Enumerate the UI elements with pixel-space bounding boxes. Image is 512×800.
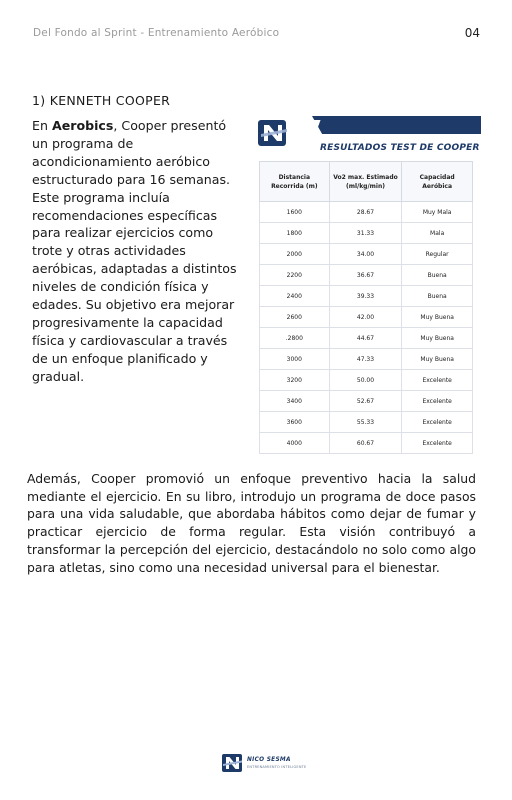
table-header-row: [260, 162, 473, 202]
cell-vo2: 36.67: [329, 265, 402, 286]
footer-brand: NICO SESMA: [247, 757, 291, 763]
cell-vo2: 28.67: [329, 202, 402, 223]
section-title: 1) KENNETH COOPER: [32, 93, 171, 108]
cell-distance: 2400: [260, 286, 330, 307]
table-row: [260, 391, 473, 412]
cell-capacity: Muy Buena: [402, 349, 473, 370]
table-row: [260, 433, 473, 454]
table-row: [260, 412, 473, 433]
table-row: [260, 265, 473, 286]
cell-vo2: 52.67: [329, 391, 402, 412]
cell-vo2: 39.33: [329, 286, 402, 307]
table-row: [260, 307, 473, 328]
table-row: [260, 244, 473, 265]
cell-distance: 1800: [260, 223, 330, 244]
cell-capacity: Excelente: [402, 370, 473, 391]
cell-distance: .2800: [260, 328, 330, 349]
cell-vo2: 55.33: [329, 412, 402, 433]
table-row: [260, 370, 473, 391]
table-row: [260, 223, 473, 244]
cooper-results-table: [259, 161, 473, 454]
cell-capacity: Regular: [402, 244, 473, 265]
cell-capacity: Excelente: [402, 433, 473, 454]
cell-vo2: 60.67: [329, 433, 402, 454]
column-header-vo2: Vo2 max. Estimado (ml/kg/min): [329, 162, 402, 202]
cell-capacity: Mala: [402, 223, 473, 244]
book-title: Aerobics: [51, 118, 114, 133]
column-header-distance: Distancia Recorrida (m): [260, 162, 330, 202]
cell-vo2: 31.33: [329, 223, 402, 244]
running-header: Del Fondo al Sprint - Entrenamiento Aeróbico: [33, 27, 280, 39]
nico-sesma-logo-icon: [220, 752, 294, 774]
cell-capacity: Muy Mala: [402, 202, 473, 223]
cell-distance: 2000: [260, 244, 330, 265]
cell-vo2: 42.00: [329, 307, 402, 328]
cell-distance: 1600: [260, 202, 330, 223]
cell-vo2: 34.00: [329, 244, 402, 265]
page-number: 04: [464, 26, 480, 40]
cell-capacity: Buena: [402, 286, 473, 307]
cell-distance: 3200: [260, 370, 330, 391]
nico-sesma-logo-icon: [256, 117, 292, 149]
cell-distance: 3000: [260, 349, 330, 370]
cell-capacity: Muy Buena: [402, 328, 473, 349]
intro-lead: En: [32, 118, 52, 133]
cell-distance: 4000: [260, 433, 330, 454]
cell-distance: 3400: [260, 391, 330, 412]
body-paragraph: Además, Cooper promovió un enfoque preventivo hacia la salud mediante el ejercicio. En su libro, introdujo un programa de doce pasos para una vida saludable, que abordaba hábitos como dejar de fumar y practicar ejercicio de forma regular. Esta visión contribuyó a transformar la percepción del ejercicio, destacándolo no solo como algo para atletas, sino como una necesidad universal para el bienestar.: [27, 471, 476, 575]
intro-rest: , Cooper presentó un programa de acondicionamiento aeróbico estructurado para 16 semanas. Este programa incluía recomendaciones específicas para realizar ejercicios como trote y otras actividades aeróbicas, adaptadas a distintos niveles de condición física y edades. Su objetivo era mejorar progresivamente la capacidad física y cardiovascular a través de un enfoque planificado y gradual.: [32, 118, 237, 384]
cell-capacity: Buena: [402, 265, 473, 286]
figure-band-dark: [312, 116, 481, 134]
cell-capacity: Muy Buena: [402, 307, 473, 328]
figure-title: RESULTADOS TEST DE COOPER: [320, 143, 480, 153]
table-row: [260, 202, 473, 223]
cell-distance: 2600: [260, 307, 330, 328]
column-header-capacity: Capacidad Aeróbica: [402, 162, 473, 202]
cell-capacity: Excelente: [402, 391, 473, 412]
cell-vo2: 50.00: [329, 370, 402, 391]
table-row: [260, 328, 473, 349]
cell-vo2: 44.67: [329, 328, 402, 349]
cell-distance: 3600: [260, 412, 330, 433]
cooper-figure: [252, 116, 481, 462]
table-row: [260, 286, 473, 307]
cell-capacity: Excelente: [402, 412, 473, 433]
table-row: [260, 349, 473, 370]
footer-tagline: ENTRENAMIENTO INTELIGENTE: [247, 765, 307, 769]
cell-vo2: 47.33: [329, 349, 402, 370]
intro-paragraph: [32, 117, 244, 386]
cell-distance: 2200: [260, 265, 330, 286]
